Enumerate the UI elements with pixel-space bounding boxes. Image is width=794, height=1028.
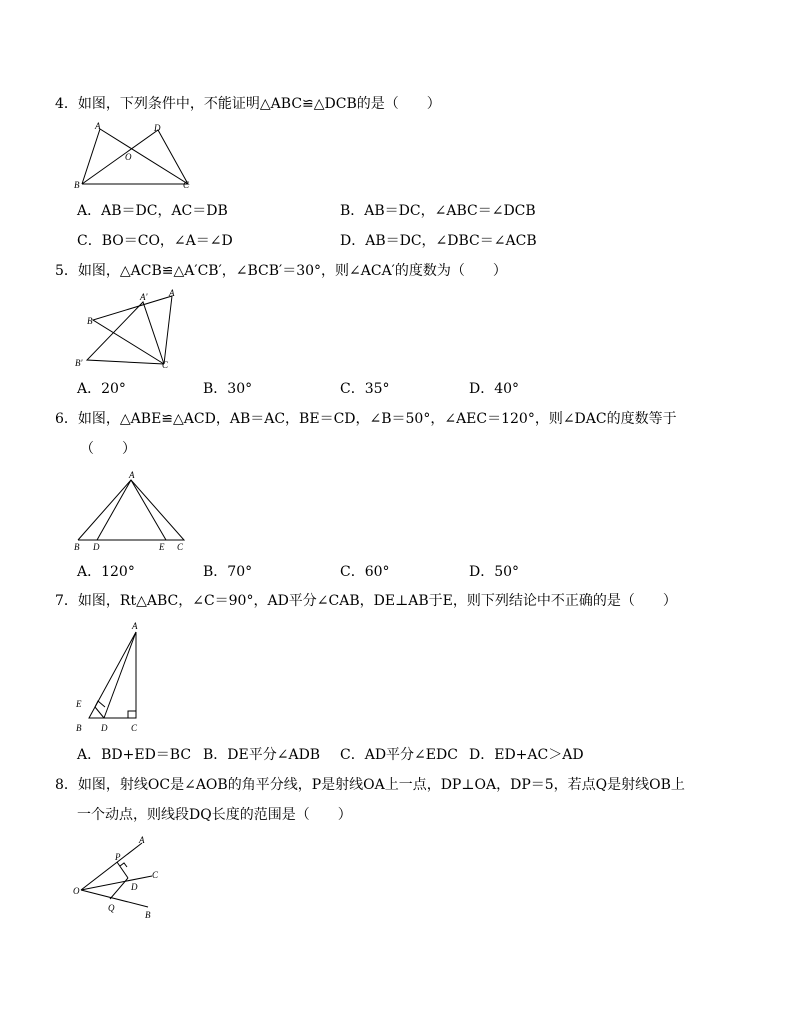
q5-label-a: A xyxy=(169,288,175,298)
q4-option-d: D．AB＝DC，∠DBC＝∠ACB xyxy=(340,233,537,249)
q4-stem: 4．如图，下列条件中，不能证明△ABC≌△DCB的是（ ） xyxy=(55,96,441,112)
q7-stem: 7．如图，Rt△ABC，∠C＝90°，AD平分∠CAB，DE⊥AB于E，则下列结论中不正确的是（ ） xyxy=(55,593,677,609)
q5-stem: 5．如图，△ACB≌△A′CB′，∠BCB′＝30°，则∠ACA′的度数为（ ） xyxy=(55,263,507,279)
q5-option-a: A．20° xyxy=(77,381,126,397)
q6-label-b: B xyxy=(74,542,80,552)
q7-label-d: D xyxy=(101,723,108,733)
q5-label-a-prime: A' xyxy=(140,292,148,302)
q8-label-a: A xyxy=(139,835,145,845)
q4-label-o: O xyxy=(125,152,132,162)
q6-label-d: D xyxy=(93,542,100,552)
q7-label-c: C xyxy=(131,723,138,733)
q8-label-q: Q xyxy=(108,903,115,913)
q7-label-b: B xyxy=(76,723,82,733)
q4-label-a: A xyxy=(95,121,101,131)
q5-figure xyxy=(70,286,190,372)
q6-option-d: D．50° xyxy=(469,564,520,580)
q6-option-a: A．120° xyxy=(77,564,135,580)
q4-option-a: A．AB＝DC，AC＝DB xyxy=(77,203,228,219)
q7-figure xyxy=(70,616,160,738)
q6-option-b: B．70° xyxy=(203,564,253,580)
q5-option-d: D．40° xyxy=(469,381,520,397)
q4-label-c: C xyxy=(183,180,190,190)
q6-label-e: E xyxy=(159,542,165,552)
q5-option-c: C．35° xyxy=(340,381,390,397)
q8-stem: 8．如图，射线OC是∠AOB的角平分线，P是射线OA上一点，DP⊥OA，DP＝5，若点Q是射线OB上 xyxy=(55,777,685,793)
q4-figure xyxy=(70,120,200,192)
q6-label-a: A xyxy=(129,470,135,480)
q7-option-c: C．AD平分∠EDC xyxy=(340,747,458,763)
q5-label-c: C xyxy=(162,360,169,370)
q8-stem-continued: 一个动点，则线段DQ长度的范围是（ ） xyxy=(77,807,352,823)
q6-figure xyxy=(70,468,195,554)
q4-label-b: B xyxy=(74,180,80,190)
q4-option-c: C．BO＝CO，∠A＝∠D xyxy=(77,233,233,249)
q6-stem-continued: （ ） xyxy=(80,441,136,457)
q8-label-b: B xyxy=(145,910,151,920)
q8-label-c: C xyxy=(152,870,159,880)
q4-label-d: D xyxy=(154,123,161,133)
q8-label-p: P xyxy=(115,852,121,862)
q7-option-a: A．BD+ED＝BC xyxy=(77,747,192,763)
q7-label-e: E xyxy=(76,699,82,709)
q8-label-d: D xyxy=(131,882,138,892)
q6-option-c: C．60° xyxy=(340,564,390,580)
q4-option-b: B．AB＝DC，∠ABC＝∠DCB xyxy=(340,203,536,219)
q5-label-b-prime: B' xyxy=(75,358,83,368)
q7-label-a: A xyxy=(132,621,138,631)
q8-figure xyxy=(66,832,176,924)
q7-option-b: B．DE平分∠ADB xyxy=(203,747,321,763)
q6-label-c: C xyxy=(177,542,184,552)
q5-label-b: B xyxy=(87,316,93,326)
q5-option-b: B．30° xyxy=(203,381,253,397)
q7-option-d: D．ED+AC＞AD xyxy=(469,747,584,763)
q8-label-o: O xyxy=(73,886,80,896)
q6-stem: 6．如图，△ABE≌△ACD，AB＝AC，BE＝CD，∠B＝50°，∠AEC＝120°，则∠DAC的度数等于 xyxy=(55,411,677,427)
